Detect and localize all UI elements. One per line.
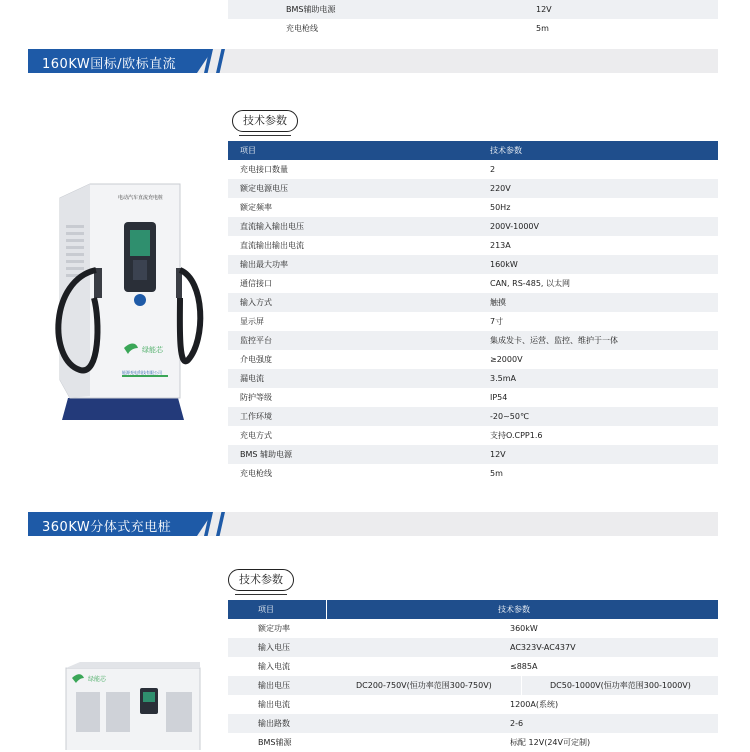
row-value: 2 <box>490 165 496 174</box>
section-title: 360KW分体式充电桩 <box>42 520 172 535</box>
row-value: 5m <box>490 469 503 478</box>
header-item: 项目 <box>258 605 274 614</box>
row-label: 显示屏 <box>240 317 264 326</box>
row-label: 输入电压 <box>258 643 290 652</box>
row-value: IP54 <box>490 393 508 402</box>
row-label: 输入方式 <box>240 298 272 307</box>
row-label: 额定频率 <box>240 203 272 212</box>
table-row <box>228 255 718 274</box>
row-value: 支持O.CPP1.6 <box>490 431 543 440</box>
row-label: 漏电流 <box>240 374 264 383</box>
row-value: ≤885A <box>510 662 538 671</box>
table-row <box>228 407 718 426</box>
row-value: CAN, RS-485, 以太网 <box>490 279 571 288</box>
row-label: 充电枪线 <box>240 469 272 478</box>
section-banner-160kw <box>28 49 718 73</box>
row-value: -20~50℃ <box>490 412 529 421</box>
charger-company: 能源充电科技有限公司 <box>122 370 162 375</box>
table-row <box>228 619 718 638</box>
row-label: 充电枪线 <box>286 24 318 33</box>
params-tag: 技术参数 <box>232 110 298 132</box>
row-value-a: DC200-750V(恒功率范围300-750V) <box>356 681 492 690</box>
row-value: 160kW <box>490 260 518 269</box>
table-header <box>228 600 718 619</box>
row-value: 360kW <box>510 624 538 633</box>
charger-360kw-image <box>62 660 202 750</box>
row-value: 2-6 <box>510 719 524 728</box>
table-row <box>228 198 718 217</box>
row-label: 通信接口 <box>240 279 272 288</box>
row-value: 集成发卡、运营、监控、维护于一体 <box>490 336 618 345</box>
header-value: 技术参数 <box>498 605 530 614</box>
charger-160kw-image <box>30 170 210 430</box>
row-value: 50Hz <box>490 203 511 212</box>
table-row <box>228 236 718 255</box>
row-label: BMS辅助电源 <box>286 5 336 14</box>
charger-label: 电动汽车直流充电桩 <box>118 195 164 201</box>
params-tag: 技术参数 <box>228 569 294 591</box>
table-row <box>228 676 718 695</box>
row-label: 工作环境 <box>240 412 272 421</box>
row-label: 额定电源电压 <box>240 184 288 193</box>
row-label: 额定功率 <box>258 624 290 633</box>
row-value: ≥2000V <box>490 355 523 364</box>
table-row <box>228 695 718 714</box>
top-table <box>228 0 718 38</box>
table-row <box>228 445 718 464</box>
table-row <box>228 657 718 676</box>
row-label: 防护等级 <box>240 393 272 402</box>
row-value: 213A <box>490 241 511 250</box>
params-table-160kw <box>228 141 718 485</box>
row-value: 触摸 <box>490 298 506 307</box>
row-value: 12V <box>536 5 552 14</box>
section-banner-360kw <box>28 512 718 536</box>
table-row <box>228 217 718 236</box>
row-label: 输入电流 <box>258 662 290 671</box>
charger-brand: 绿能芯 <box>88 676 107 683</box>
header-value: 技术参数 <box>490 146 522 155</box>
table-row <box>228 0 718 19</box>
table-row <box>228 638 718 657</box>
row-value: 标配 12V(24V可定制) <box>510 738 591 747</box>
row-value-b: DC50-1000V(恒功率范围300-1000V) <box>550 681 691 690</box>
cell-divider <box>521 676 522 695</box>
params-table-360kw <box>228 600 718 750</box>
row-label: 充电方式 <box>240 431 272 440</box>
row-value: 220V <box>490 184 511 193</box>
table-row <box>228 426 718 445</box>
table-row <box>228 714 718 733</box>
table-row <box>228 350 718 369</box>
section-title: 160KW国标/欧标直流 <box>42 57 177 72</box>
row-label: 直流输入输出电压 <box>240 222 304 231</box>
table-header <box>228 141 718 160</box>
row-label: 输出电压 <box>258 681 290 690</box>
row-label: 输出电流 <box>258 700 290 709</box>
row-label: 充电接口数量 <box>240 165 288 174</box>
row-label: 输出最大功率 <box>240 260 288 269</box>
table-row <box>228 464 718 483</box>
row-label: BMS辅源 <box>258 738 292 747</box>
row-value: AC323V-AC437V <box>510 643 576 652</box>
table-row <box>228 179 718 198</box>
header-item: 项目 <box>240 146 256 155</box>
row-value: 200V-1000V <box>490 222 539 231</box>
row-label: 监控平台 <box>240 336 272 345</box>
row-value: 12V <box>490 450 506 459</box>
table-row <box>228 331 718 350</box>
table-row <box>228 312 718 331</box>
table-row <box>228 274 718 293</box>
table-row <box>228 293 718 312</box>
row-label: BMS 辅助电源 <box>240 450 293 459</box>
row-label: 介电强度 <box>240 355 272 364</box>
row-label: 输出路数 <box>258 719 290 728</box>
row-value: 5m <box>536 24 549 33</box>
row-value: 7寸 <box>490 317 504 326</box>
table-row <box>228 19 718 38</box>
row-value: 3.5mA <box>490 374 516 383</box>
charger-brand: 绿能芯 <box>142 346 163 354</box>
table-row <box>228 369 718 388</box>
table-row <box>228 733 718 752</box>
table-row <box>228 388 718 407</box>
table-row <box>228 160 718 179</box>
row-value: 1200A(系统) <box>510 700 559 709</box>
row-label: 直流输出输出电流 <box>240 241 304 250</box>
